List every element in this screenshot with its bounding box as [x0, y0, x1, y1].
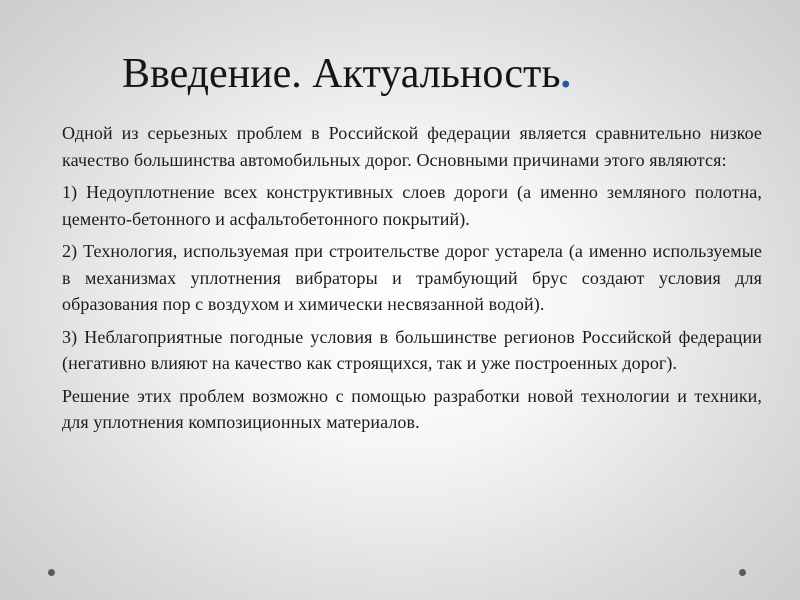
reason-3-paragraph: 3) Неблагоприятные погодные условия в большинстве регионов Российской федерации (негативно влияют на качество как строящихся, так и уже построенных дорог). [62, 326, 762, 373]
bottom-right-decor-dot [739, 569, 746, 576]
slide-body [62, 120, 762, 442]
bottom-left-decor-dot [48, 569, 55, 576]
title-accent-dot: . [560, 51, 572, 97]
slide-title [122, 46, 571, 102]
slide-title-text: Введение. Актуальность [122, 51, 561, 97]
reason-1-paragraph: 1) Недоуплотнение всех конструктивных слоев дороги (а именно земляного полотна, цементо-бетонного и асфальтобетонного покрытий). [62, 182, 762, 229]
solution-paragraph: Решение этих проблем возможно с помощью разработки новой технологии и техники, для уплотнения композиционных материалов. [62, 385, 762, 432]
reason-2-paragraph: 2) Технология, используемая при строительстве дорог устарела (а именно используемые в механизмах уплотнения вибраторы и трамбующий брус создают условия для образования пор с воздухом и химически несвязанной водой). [62, 241, 762, 314]
intro-paragraph: Одной из серьезных проблем в Российской федерации является сравнительно низкое качество большинства автомобильных дорог. Основными причинами этого являются: [62, 123, 762, 170]
